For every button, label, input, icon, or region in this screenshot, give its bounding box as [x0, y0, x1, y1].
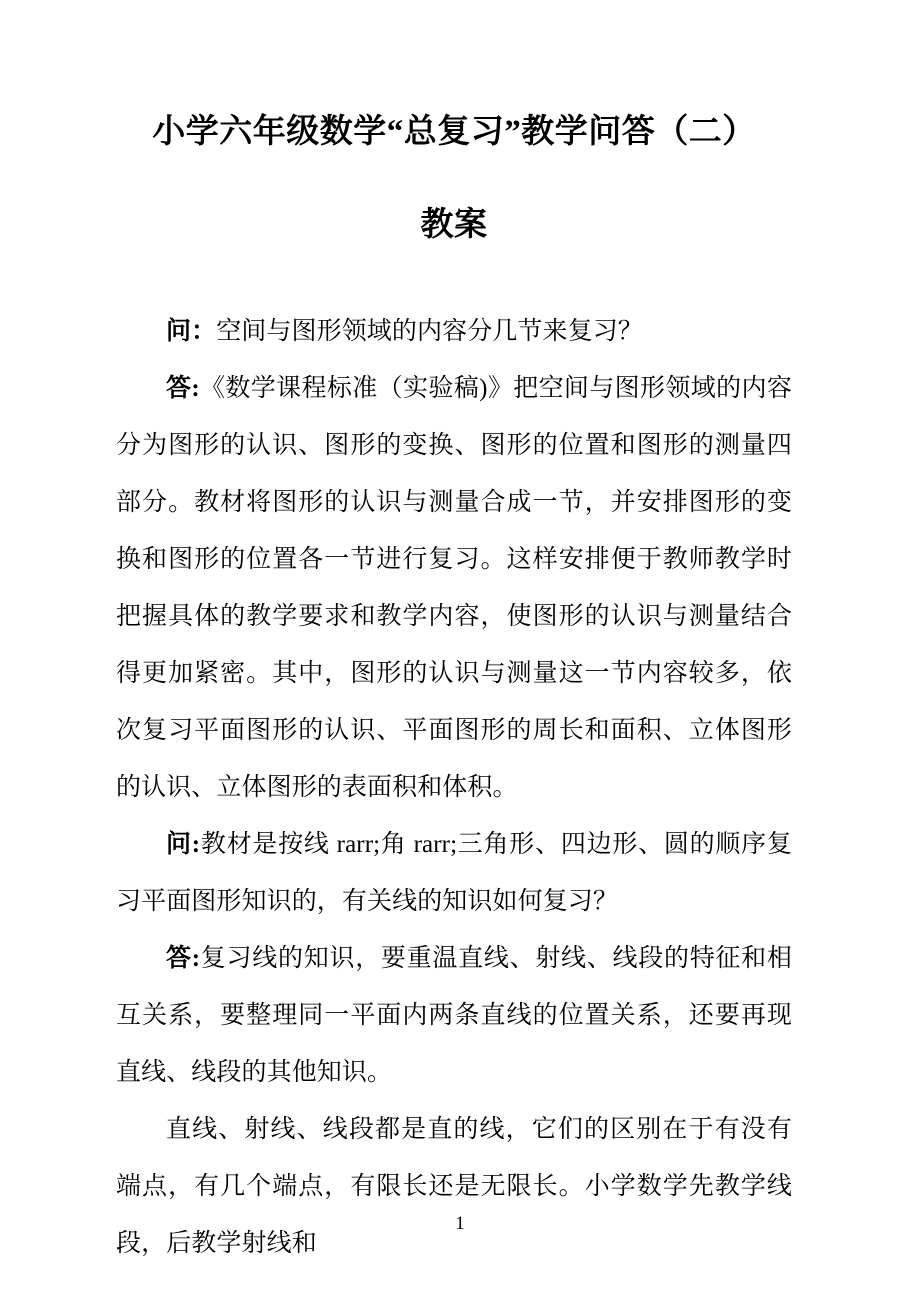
paragraph-lead-4: 答:	[166, 945, 201, 972]
paragraph-answer-2	[116, 930, 792, 1101]
paragraph-lead-2: 答:	[166, 375, 200, 402]
paragraph-body-3	[116, 1101, 792, 1272]
paragraph-question-2	[116, 816, 792, 930]
document-title-line-2: 教案	[420, 207, 488, 243]
paragraph-answer-1	[116, 360, 792, 816]
paragraph-text-2: 《数学课程标准（实验稿)》把空间与图形领域的内容分为图形的认识、图形的变换、图形的位置和图形的测量四部分。教材将图形的认识与测量合成一节，并安排图形的变换和图形的位置各一节进行复习。这样安排便于教师教学时把握具体的教学要求和教学内容，使图形的认识与测量结合得更加紧密。其中，图形的认识与测量这一节内容较多，依次复习平面图形的认识、平面图形的周长和面积、立体图形的认识、立体图形的表面积和体积。	[116, 375, 792, 801]
paragraph-text-1: 空间与图形领域的内容分几节来复习？	[216, 318, 643, 345]
paragraph-lead-3: 问:	[166, 831, 201, 858]
title-spacer	[116, 161, 792, 197]
paragraph-question-1	[116, 303, 792, 360]
document-title-line-1: 小学六年级数学“总复习”教学问答（二）	[152, 114, 756, 150]
paragraph-text-4: 复习线的知识，要重温直线、射线、线段的特征和相互关系，要整理同一平面内两条直线的位置关系，还要再现直线、线段的其他知识。	[116, 945, 792, 1086]
title-block	[116, 0, 792, 254]
document-body	[116, 0, 792, 1272]
paragraph-text-5: 直线、射线、线段都是直的线，它们的区别在于有没有端点，有几个端点，有限长还是无限长。小学数学先教学线段，后教学射线和	[116, 1116, 792, 1257]
page-number: 1	[455, 1213, 465, 1234]
paragraph-text-3: 教材是按线 rarr;角 rarr;三角形、四边形、圆的顺序复习平面图形知识的，有关线的知识如何复习？	[116, 831, 792, 915]
paragraph-lead-1: 问：	[166, 318, 217, 345]
